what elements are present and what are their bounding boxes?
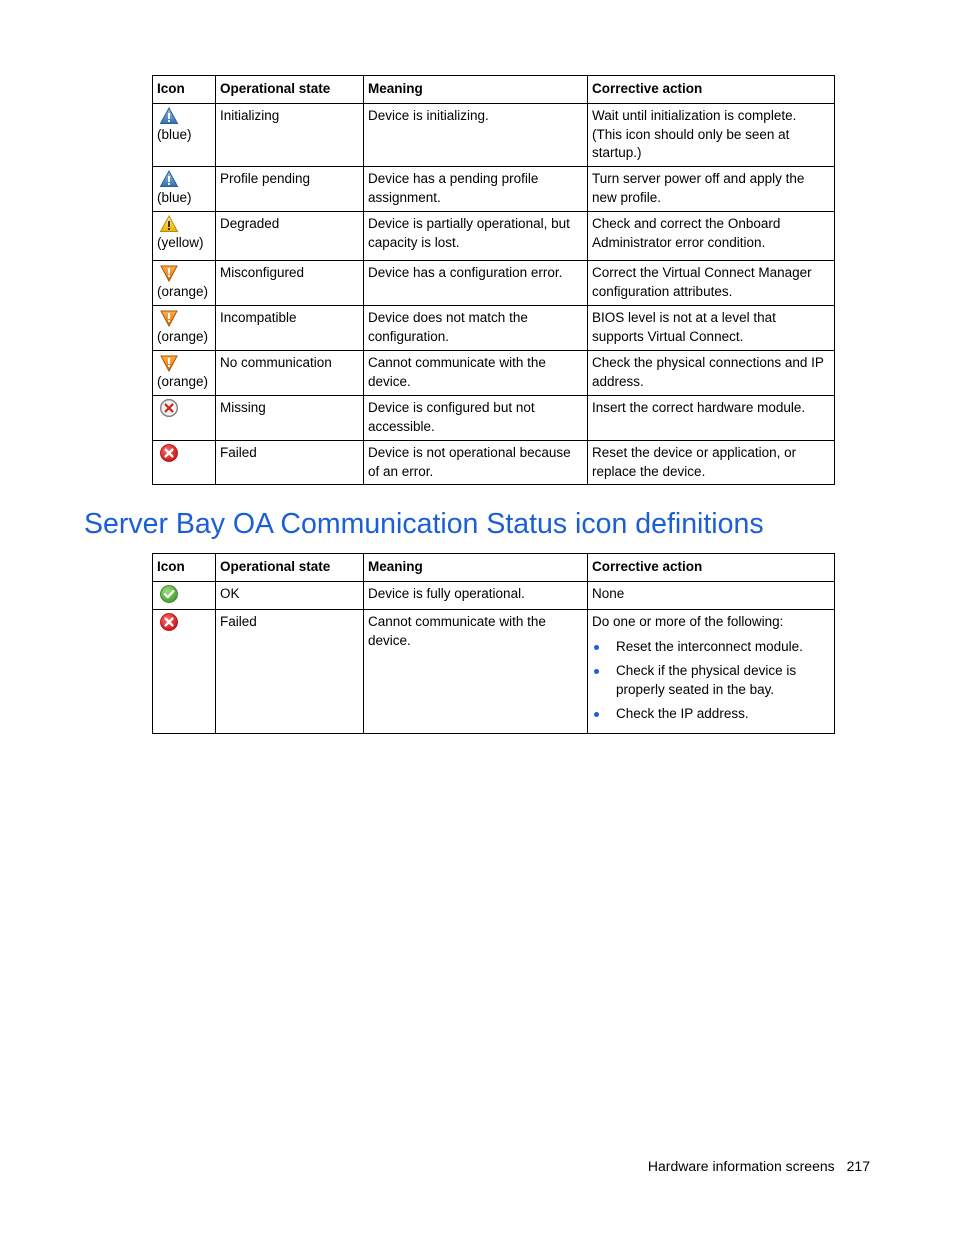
operational-state: Failed [216,610,364,734]
table-header-row [153,76,835,104]
table-row [153,306,835,351]
icon-color-note: (blue) [157,127,192,142]
table-row [153,396,835,441]
header-corrective-action: Corrective action [588,554,835,582]
icon-cell [153,261,216,306]
list-item [592,705,830,724]
table-header-row [153,554,835,582]
icon-color-note: (orange) [157,329,209,344]
icon-cell [153,104,216,167]
corrective-action: Correct the Virtual Connect Manager configuration attributes. [588,261,835,306]
corrective-action: Check and correct the Onboard Administrator error condition. [588,212,835,261]
icon-cell [153,351,216,396]
missing-x-circle-icon [159,398,179,418]
page-number: 217 [846,1158,870,1174]
operational-state: Profile pending [216,167,364,212]
warning-inverted-triangle-orange-icon [159,353,179,373]
footer-section-name: Hardware information screens [647,1158,835,1174]
ok-green-check-icon [159,584,179,604]
operational-state: Missing [216,396,364,441]
warning-inverted-triangle-orange-icon [159,263,179,283]
failed-red-x-icon [159,612,179,632]
header-meaning: Meaning [364,76,588,104]
corrective-action: Turn server power off and apply the new profile. [588,167,835,212]
meaning: Device has a configuration error. [364,261,588,306]
header-corrective-action: Corrective action [588,76,835,104]
operational-state: Failed [216,441,364,485]
warning-triangle-blue-icon [159,106,179,126]
icon-cell [153,441,216,485]
bullet-icon [594,712,599,717]
icon-cell [153,212,216,261]
corrective-action: Check the physical connections and IP address. [588,351,835,396]
action-list [592,638,830,724]
operational-state: Incompatible [216,306,364,351]
warning-triangle-blue-icon [159,169,179,189]
table-row [153,582,835,610]
warning-triangle-yellow-icon [159,214,179,234]
header-operational-state: Operational state [216,76,364,104]
meaning: Device is configured but not accessible. [364,396,588,441]
operational-state: Misconfigured [216,261,364,306]
icon-cell [153,582,216,610]
list-item [592,662,830,699]
table-row [153,261,835,306]
operational-state: Initializing [216,104,364,167]
icon-cell [153,396,216,441]
icon-cell [153,167,216,212]
list-item-text: Check the IP address. [616,706,749,721]
bullet-icon [594,669,599,674]
meaning: Device is partially operational, but capacity is lost. [364,212,588,261]
list-item-text: Check if the physical device is properly seated in the bay. [616,663,797,697]
meaning: Device is initializing. [364,104,588,167]
header-icon: Icon [153,554,216,582]
table-row [153,610,835,734]
section-heading: Server Bay OA Communication Status icon definitions [84,508,764,540]
header-icon: Icon [153,76,216,104]
table-row [153,167,835,212]
operational-state: No communication [216,351,364,396]
icon-color-note: (orange) [157,284,209,299]
icon-cell [153,610,216,734]
corrective-action-cell [588,610,835,734]
corrective-action: BIOS level is not at a level that supports Virtual Connect. [588,306,835,351]
icon-cell [153,306,216,351]
corrective-action: Reset the device or application, or replace the device. [588,441,835,485]
icon-color-note: (orange) [157,374,209,389]
meaning: Cannot communicate with the device. [364,610,588,734]
meaning: Device is not operational because of an error. [364,441,588,485]
icon-color-note: (yellow) [157,235,204,250]
meaning: Device has a pending profile assignment. [364,167,588,212]
table-row [153,212,835,261]
server-bay-status-table [152,553,835,734]
icon-color-note: (blue) [157,190,192,205]
meaning: Device does not match the configuration. [364,306,588,351]
list-item [592,638,830,657]
operational-state: OK [216,582,364,610]
corrective-action: Do one or more of the following: [592,614,784,629]
bullet-icon [594,645,599,650]
table-row [153,441,835,485]
failed-red-x-icon [159,443,179,463]
status-definitions-table [152,75,835,485]
corrective-action: Wait until initialization is complete. (This icon should only be seen at startup.) [588,104,835,167]
corrective-action: None [588,582,835,610]
operational-state: Degraded [216,212,364,261]
table-row [153,104,835,167]
warning-inverted-triangle-orange-icon [159,308,179,328]
table-row [153,351,835,396]
meaning: Device is fully operational. [364,582,588,610]
header-operational-state: Operational state [216,554,364,582]
meaning: Cannot communicate with the device. [364,351,588,396]
list-item-text: Reset the interconnect module. [616,638,803,654]
corrective-action: Insert the correct hardware module. [588,396,835,441]
header-meaning: Meaning [364,554,588,582]
page-footer [600,1158,870,1174]
